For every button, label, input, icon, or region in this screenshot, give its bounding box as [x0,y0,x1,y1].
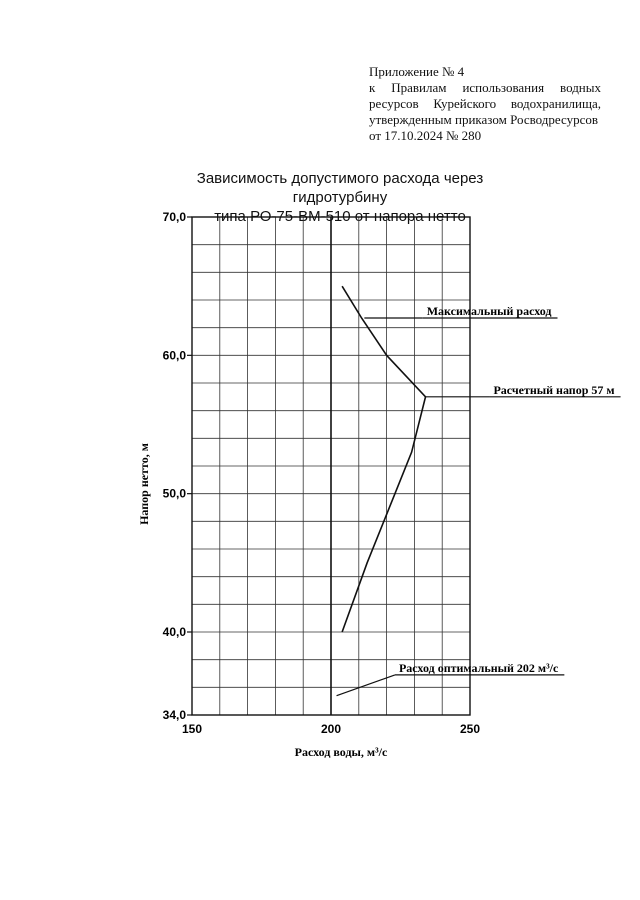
chart-series [342,286,425,632]
chart-title-line-2: типа РО-75-ВМ-510 от напора нетто [214,208,466,225]
annex-word: к [369,80,376,95]
y-axis-label: Напор нетто, м [137,443,151,525]
x-tick-label: 200 [320,722,342,736]
x-tick-label: 150 [181,722,203,736]
y-tick-label: 70,0 [162,210,186,224]
x-tick-label: 250 [459,722,481,736]
annex-date: от 17.10.2024 № 280 [369,128,482,143]
chart-title-line-1: Зависимость допустимого расхода через гидротурбину [196,170,484,206]
x-axis-label: Расход воды, м³/с [294,745,388,759]
annex-word: Правилам [391,80,447,95]
annotation-label: Расчетный напор 57 м [493,382,615,397]
y-tick-label: 40,0 [162,625,186,639]
series-line [342,286,425,632]
annotation-label: Максимальный расход [426,303,552,318]
annex-word: использования [462,80,545,95]
annotation-leader [337,675,395,696]
annex-line-4: утвержденным приказом Росводресурсов [369,112,598,127]
y-tick-label: 60,0 [162,348,186,363]
annotation-label: Расход оптимальный 202 м³/с [398,660,559,675]
annex-word: ресурсов [369,96,419,111]
annex-word: водохранилища, [510,96,601,111]
annex-word: водных [560,80,601,95]
y-tick-label: 34,0 [162,708,186,722]
chart-annotations [337,304,621,696]
annex-number: Приложение № 4 [369,64,465,79]
y-tick-label: 50,0 [162,486,186,501]
chart-ticks [163,210,481,736]
annex-word: Курейского [433,96,497,111]
